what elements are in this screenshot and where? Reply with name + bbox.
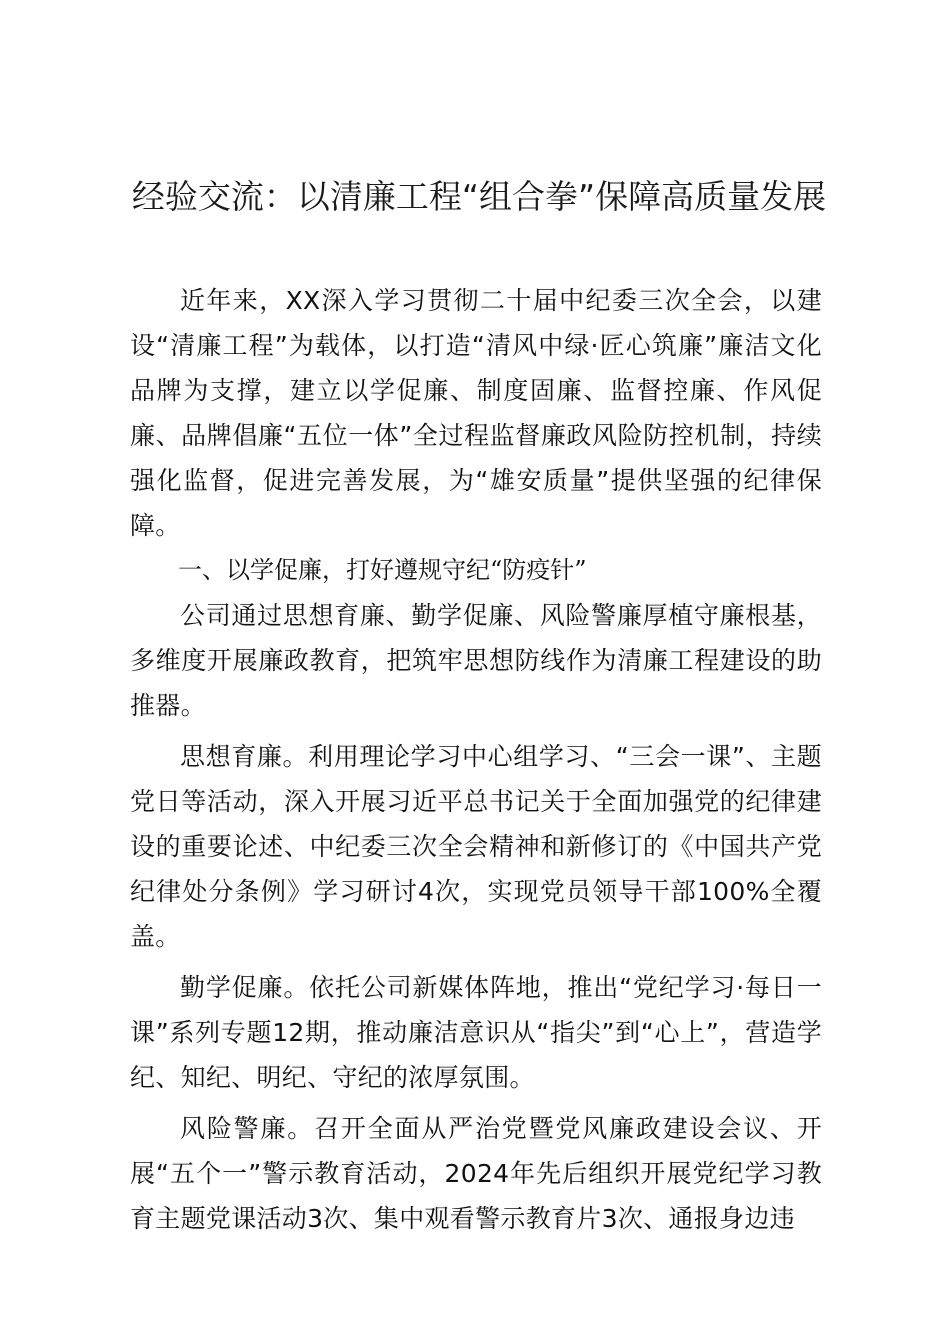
document-body: [130, 278, 822, 1241]
paragraph-study: 勤学促廉。依托公司新媒体阵地，推出“党纪学习·每日一课”系列专题12期，推动廉洁意识从“指尖”到“心上”，营造学纪、知纪、明纪、守纪的浓厚氛围。: [130, 973, 822, 1092]
section-intro-paragraph: 公司通过思想育廉、勤学促廉、风险警廉厚植守廉根基，多维度开展廉政教育，把筑牢思想防线作为清廉工程建设的助推器。: [130, 601, 822, 720]
section-heading: 一、以学促廉，打好遵规守纪“防疫针”: [178, 556, 587, 584]
intro-paragraph: 近年来，XX深入学习贯彻二十届中纪委三次全会，以建设“清廉工程”为载体，以打造“清风中绿·匠心筑廉”廉洁文化品牌为支撑，建立以学促廉、制度固廉、监督控廉、作风促廉、品牌倡廉“五位一体”全过程监督廉政风险防控机制，持续强化监督，促进完善发展，为“雄安质量”提供坚强的纪律保障。: [130, 286, 822, 540]
paragraph-risk-warning: 风险警廉。召开全面从严治党暨党风廉政建设会议、开展“五个一”警示教育活动，2024年先后组织开展党纪学习教育主题党课活动3次、集中观看警示教育片3次、通报身边违: [130, 1114, 822, 1233]
paragraph-ideological: 思想育廉。利用理论学习中心组学习、“三会一课”、主题党日等活动，深入开展习近平总书记关于全面加强党的纪律建设的重要论述、中纪委三次全会精神和新修订的《中国共产党纪律处分条例》学习研讨4次，实现党员领导干部100%全覆盖。: [130, 742, 822, 951]
document-title: 经验交流：以清廉工程“组合拳”保障高质量发展: [131, 177, 827, 216]
